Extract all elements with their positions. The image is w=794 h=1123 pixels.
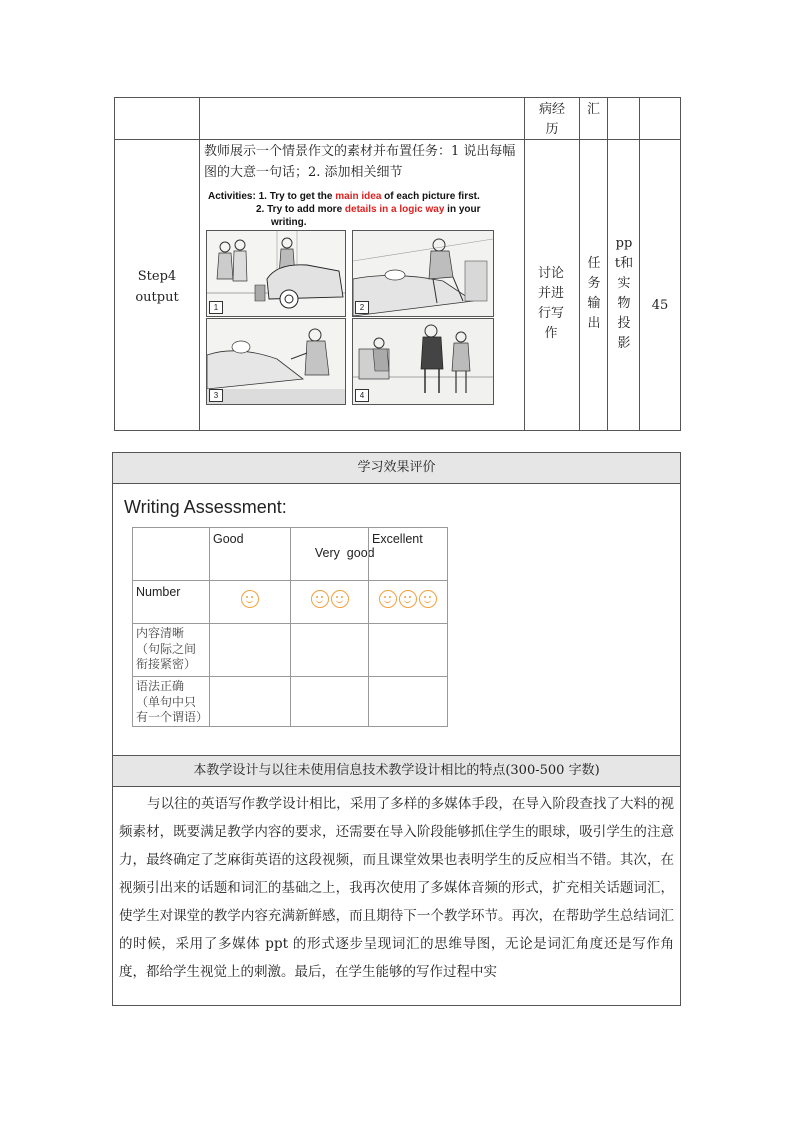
car-scene-illustration <box>207 231 345 316</box>
row1-time-cell <box>639 97 681 140</box>
row2-step-cell <box>114 139 200 431</box>
row2-time-cell <box>639 139 681 431</box>
features-body <box>112 786 681 1006</box>
assessment-good-smiles <box>209 580 291 624</box>
evaluation-body <box>112 483 681 756</box>
picture-panel-3 <box>206 318 346 405</box>
picture-panel-1 <box>206 230 346 317</box>
row1-step-cell <box>114 97 200 140</box>
assessment-cell <box>368 676 448 727</box>
evaluation-header: 学习效果评价 <box>112 452 681 484</box>
assessment-excellent-smiles <box>368 580 448 624</box>
row2-media-cell <box>607 139 640 431</box>
row2-student-cell <box>524 139 580 431</box>
panel-number-2: 2 <box>355 301 369 314</box>
assessment-cell <box>368 623 448 677</box>
panel-number-1: 1 <box>209 301 223 314</box>
time-text: 45 <box>651 298 669 313</box>
picture-panel-4 <box>352 318 494 405</box>
smile-icon <box>311 590 329 608</box>
assessment-cell <box>209 676 291 727</box>
row1-intent-cell <box>579 97 608 140</box>
student-activity-text: 讨论并进行写作 <box>537 266 564 341</box>
living-room-scene-illustration <box>353 319 493 404</box>
assessment-row-number-label: Number <box>132 580 210 624</box>
assessment-col-good: Good <box>209 527 291 581</box>
picture-panel-2 <box>352 230 494 317</box>
writing-assessment-title: Writing Assessment: <box>124 497 287 517</box>
row1-student-text: 病经历 <box>539 102 566 137</box>
design-intent-text: 任务输出 <box>587 256 601 331</box>
smile-icon <box>419 590 437 608</box>
features-header: 本教学设计与以往未使用信息技术教学设计相比的特点(300-500 字数) <box>112 755 681 787</box>
row2-intent-cell <box>579 139 608 431</box>
assessment-cell <box>290 676 369 727</box>
row2-desc-cell <box>199 139 525 431</box>
row1-student-cell <box>524 97 580 140</box>
assessment-very-good-smiles <box>290 580 369 624</box>
assessment-col-very-good: Very good <box>290 527 369 581</box>
smile-icon <box>379 590 397 608</box>
assessment-row-grammar-label: 语法正确（单句中只有一个谓语） <box>132 676 210 727</box>
assessment-row-content-label: 内容清晰（句际之间衔接紧密） <box>132 623 210 677</box>
step-label: Step4 output <box>135 269 179 305</box>
assessment-cell <box>209 623 291 677</box>
media-text: ppt和实物投影 <box>614 236 634 351</box>
assessment-col-excellent: Excellent <box>368 527 448 581</box>
row1-desc-cell <box>199 97 525 140</box>
row1-intent-text: 汇 <box>586 102 600 117</box>
bedroom-scene-illustration <box>353 231 493 316</box>
features-paragraph: 与以往的英语写作教学设计相比，采用了多样的多媒体手段，在导入阶段查找了大料的视频素材，既要满足教学内容的要求，还需要在导入阶段能够抓住学生的眼球，吸引学生的注意力，最终确定了芝麻街英语的这段视频，而且课堂效果也表明学生的反应相当不错。其次，在视频引出来的话题和词汇的基础之上，我再次使用了多媒体音频的形式，扩充相关话题词汇， 使学生对课堂的教学内容充满新鲜感，而且期待下一个教学环节。再次，在帮助学生总结词汇的时候，采用了多媒体 ppt 的形式逐步呈现词汇的思维导图，无论是词汇角度还是写作角度，都给学生视觉上的刺激。最后，在学生能够的写作过程中实 <box>119 796 674 980</box>
smile-icon <box>331 590 349 608</box>
panel-number-3: 3 <box>209 389 223 402</box>
hospital-scene-illustration <box>207 319 345 404</box>
row1-media-cell <box>607 97 640 140</box>
assessment-corner-cell <box>132 527 210 581</box>
panel-number-4: 4 <box>355 389 369 402</box>
smile-icon <box>399 590 417 608</box>
assessment-cell <box>290 623 369 677</box>
smile-icon <box>241 590 259 608</box>
task-description: 教师展示一个情景作文的素材并布置任务：1 说出每幅图的大意一句话；2. 添加相关细节 <box>204 144 516 180</box>
activities-text: Activities: 1. Try to get the main idea of each picture first. 2. Try to add more details in a logic way in your writing. <box>208 191 481 228</box>
